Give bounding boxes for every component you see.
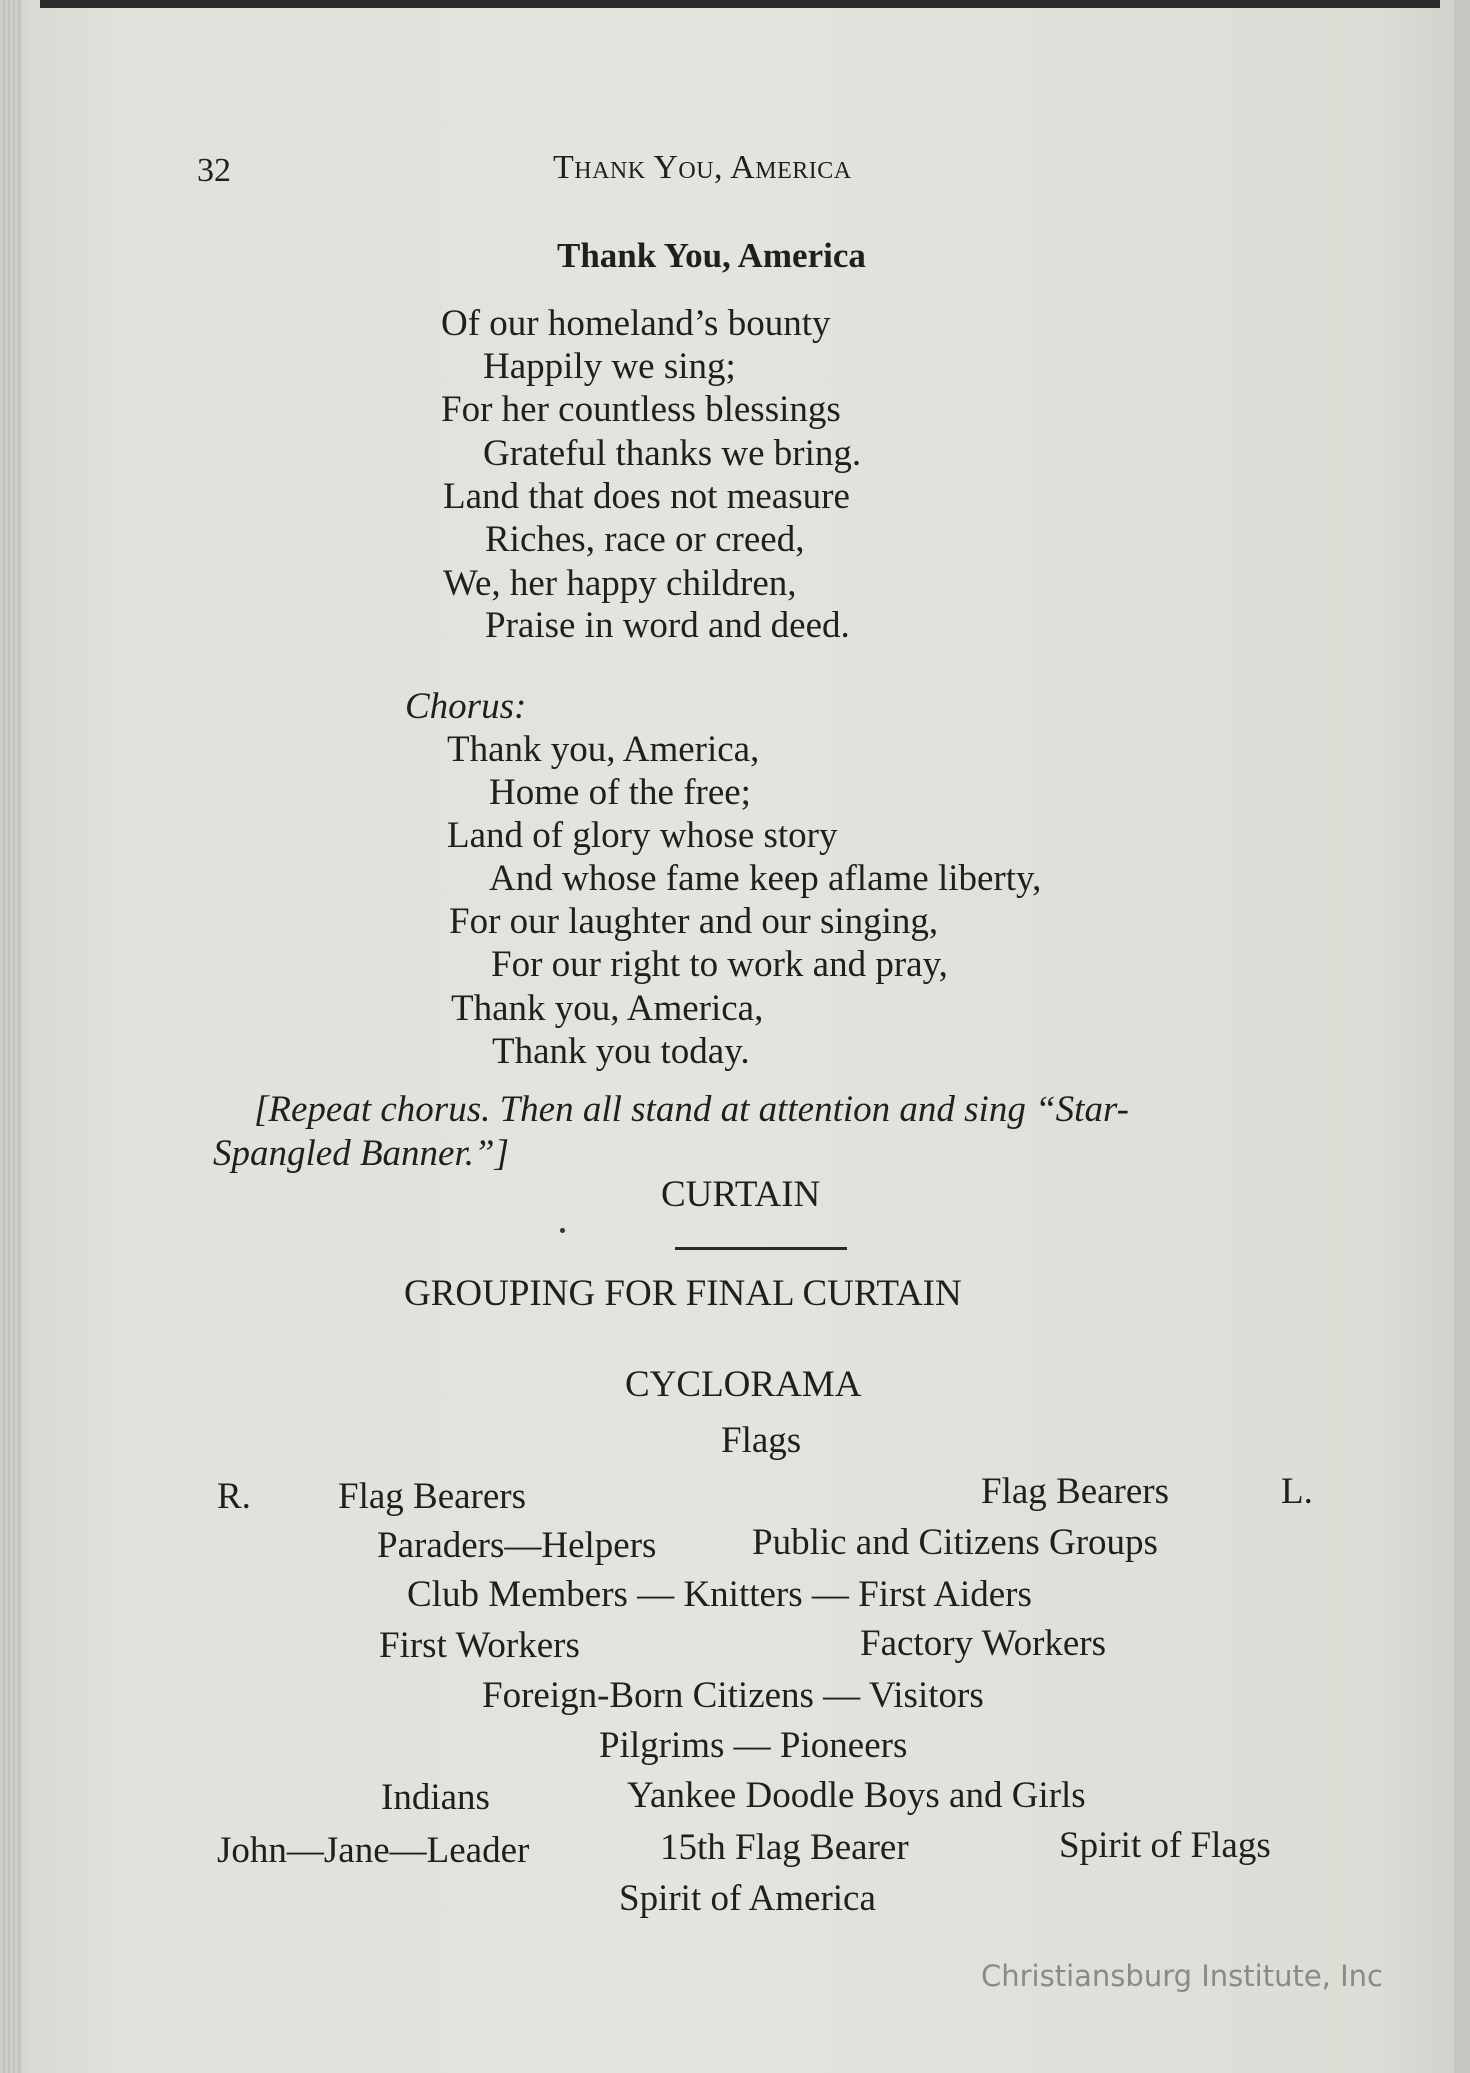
stage-direction-line-1: [Repeat chorus. Then all stand at attention and sing “Star- — [254, 1089, 1129, 1130]
stage-right-marker: R. — [217, 1476, 251, 1517]
indians: Indians — [381, 1777, 490, 1818]
pilgrims-pioneers: Pilgrims — Pioneers — [599, 1725, 908, 1766]
chorus-line-1: Thank you, America, — [447, 729, 760, 770]
ink-dot — [560, 1228, 565, 1233]
page-right-edge — [1454, 0, 1470, 2073]
page-number: 32 — [197, 152, 231, 189]
flag-bearers-right: Flag Bearers — [981, 1471, 1170, 1512]
stage-direction-line-2: Spangled Banner.”] — [213, 1133, 509, 1174]
chorus-line-2: Home of the free; — [489, 772, 751, 813]
song-title: Thank You, America — [557, 236, 866, 275]
verse-line-4: Grateful thanks we bring. — [483, 433, 862, 474]
stage-left-marker: L. — [1281, 1471, 1313, 1512]
foreign-born-citizens: Foreign-Born Citizens — Visitors — [482, 1675, 984, 1716]
chorus-line-8: Thank you today. — [492, 1031, 750, 1072]
factory-workers: Factory Workers — [860, 1623, 1107, 1664]
flags-label: Flags — [721, 1420, 802, 1461]
verse-line-5: Land that does not measure — [443, 476, 850, 517]
spirit-of-flags: Spirit of Flags — [1059, 1825, 1271, 1866]
grouping-heading: GROUPING FOR FINAL CURTAIN — [404, 1273, 962, 1314]
chorus-line-5: For our laughter and our singing, — [449, 901, 939, 942]
spirit-of-america: Spirit of America — [619, 1878, 876, 1919]
chorus-line-4: And whose fame keep aflame liberty, — [489, 858, 1042, 899]
section-rule — [675, 1247, 847, 1250]
verse-line-6: Riches, race or creed, — [485, 519, 805, 560]
watermark: Christiansburg Institute, Inc — [981, 1959, 1383, 1993]
page-top-shadow — [40, 0, 1440, 8]
club-members-row: Club Members — Knitters — First Aiders — [407, 1574, 1032, 1615]
cyclorama-heading: CYCLORAMA — [625, 1364, 862, 1405]
verse-line-7: We, her happy children, — [443, 563, 797, 604]
paraders-helpers: Paraders—Helpers — [377, 1525, 657, 1566]
chorus-line-7: Thank you, America, — [451, 988, 764, 1029]
running-title: Thank You, America — [553, 149, 852, 186]
yankee-doodle-group: Yankee Doodle Boys and Girls — [627, 1775, 1086, 1816]
verse-line-2: Happily we sing; — [483, 346, 736, 387]
page-left-edge — [0, 0, 22, 2073]
public-citizens-groups: Public and Citizens Groups — [752, 1522, 1158, 1563]
curtain-heading: CURTAIN — [661, 1174, 821, 1215]
john-jane-leader: John—Jane—Leader — [217, 1830, 530, 1871]
chorus-line-3: Land of glory whose story — [447, 815, 838, 856]
verse-line-8: Praise in word and deed. — [485, 605, 850, 646]
flag-bearers-left: Flag Bearers — [338, 1476, 527, 1517]
fifteenth-flag-bearer: 15th Flag Bearer — [660, 1827, 909, 1868]
chorus-label: Chorus: — [405, 686, 527, 727]
chorus-line-6: For our right to work and pray, — [491, 944, 948, 985]
verse-line-1: Of our homeland’s bounty — [441, 303, 831, 344]
first-workers: First Workers — [379, 1625, 580, 1666]
verse-line-3: For her countless blessings — [441, 389, 841, 430]
